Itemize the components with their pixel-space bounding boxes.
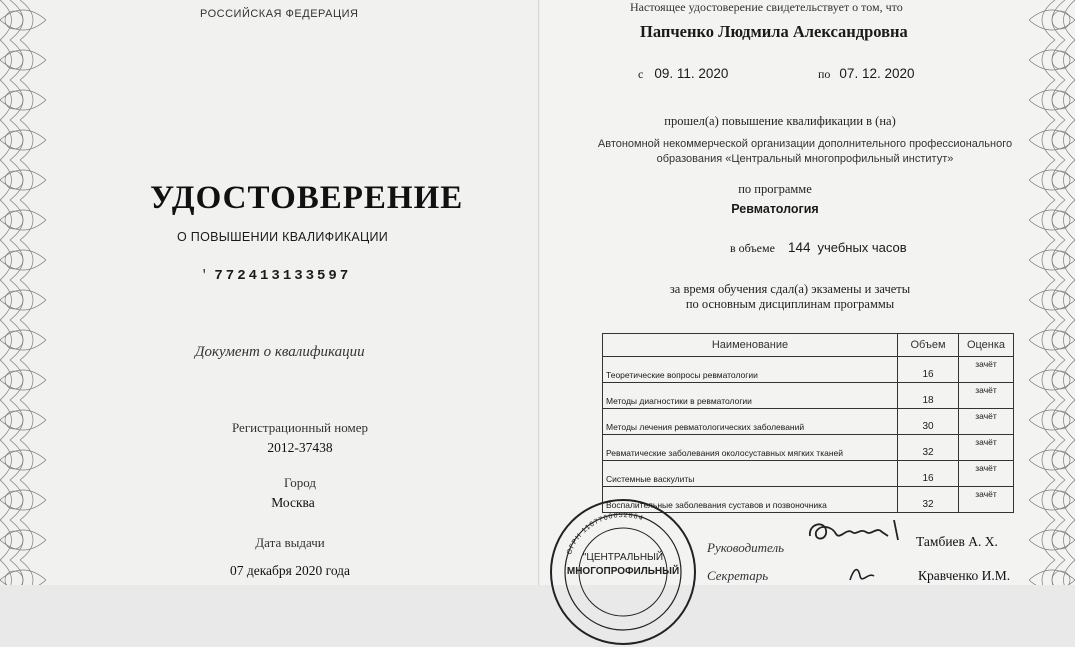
- table-row: Системные васкулиты 16 зачёт: [603, 461, 1014, 487]
- table-row: Методы диагностики в ревматологии 18 зачёт: [603, 383, 1014, 409]
- secretary-name: Кравченко И.М.: [918, 568, 1011, 583]
- stamp-line-2: МНОГОПРОФИЛЬНЫЙ: [566, 566, 680, 577]
- head-signature: [802, 514, 912, 550]
- exams-line-1: за время обучения сдал(а) экзамены и зачеты: [669, 282, 911, 296]
- table-row: Ревматические заболевания околосуставных мягких тканей 32 зачёт: [603, 435, 1014, 461]
- table-row: Воспалительные заболевания суставов и позвоночника 32 зачёт: [603, 487, 1014, 513]
- head-name: Тамбиев А. Х.: [916, 534, 998, 549]
- head-role: Руководитель: [707, 540, 785, 555]
- certificate-number-value: 772413133597: [214, 268, 352, 284]
- guilloche-border-right: [1029, 0, 1075, 585]
- volume-line: в объеме 144 учебных часов: [730, 240, 907, 255]
- certificate-left-page: [0, 0, 540, 585]
- guilloche-border-left: [0, 0, 46, 585]
- stamp-ring-text: ОГРН 1167700052864: [565, 511, 645, 556]
- table-row: Методы лечения ревматологических заболеваний 30 зачёт: [603, 409, 1014, 435]
- svg-text:ОГРН 1167700052864: [566, 512, 644, 556]
- document-title: УДОСТОВЕРЕНИЕ: [150, 180, 464, 216]
- secretary-role: Секретарь: [707, 568, 769, 583]
- registration-number: 2012-37438: [267, 440, 333, 455]
- volume-hours: 144: [787, 240, 811, 255]
- exams-line-2: по основным дисциплинам программы: [685, 297, 895, 311]
- table-row: Теоретические вопросы ревматологии 16 зачёт: [603, 357, 1014, 383]
- issue-date-label: Дата выдачи: [255, 535, 325, 550]
- from-date: 09. 11. 2020: [654, 66, 729, 81]
- organization-line-1: Автономной некоммерческой организации дополнительного профессионального: [597, 138, 1013, 150]
- organization-line-2: образования «Центральный многопрофильный институт»: [656, 153, 954, 165]
- period-to: по 07. 12. 2020: [818, 66, 915, 81]
- organization-stamp: [548, 497, 698, 647]
- certificate-right-page: [540, 0, 1075, 585]
- registration-number-label: Регистрационный номер: [232, 420, 368, 435]
- col-grade-header: Оценка: [959, 334, 1014, 357]
- country-label: РОССИЙСКАЯ ФЕДЕРАЦИЯ: [200, 8, 359, 20]
- to-date: 07. 12. 2020: [839, 66, 915, 81]
- program-label: по программе: [738, 182, 812, 196]
- document-type: Документ о квалификации: [195, 344, 365, 360]
- city-value: Москва: [271, 495, 315, 510]
- city-label: Город: [283, 475, 317, 490]
- stamp-line-1: "ЦЕНТРАЛЬНЫЙ: [582, 552, 664, 563]
- document-subtitle: О ПОВЫШЕНИИ КВАЛИФИКАЦИИ: [177, 230, 389, 244]
- certificate-number: ꞌ 772413133597: [200, 268, 352, 284]
- period-from: с 09. 11. 2020: [638, 66, 729, 81]
- holder-full-name: Папченко Людмила Александровна: [640, 22, 908, 41]
- subjects-table: [602, 333, 1014, 513]
- issue-date: 07 декабря 2020 года: [229, 563, 351, 578]
- secretary-signature: [840, 562, 900, 585]
- col-hours-header: Объем: [898, 334, 959, 357]
- certifies-text: Настоящее удостоверение свидетельствует о том, что: [630, 0, 903, 14]
- col-name-header: Наименование: [603, 334, 898, 357]
- table-header-row: [603, 334, 1014, 357]
- program-name: Ревматология: [731, 202, 819, 216]
- passed-text: прошел(а) повышение квалификации в (на): [664, 114, 896, 128]
